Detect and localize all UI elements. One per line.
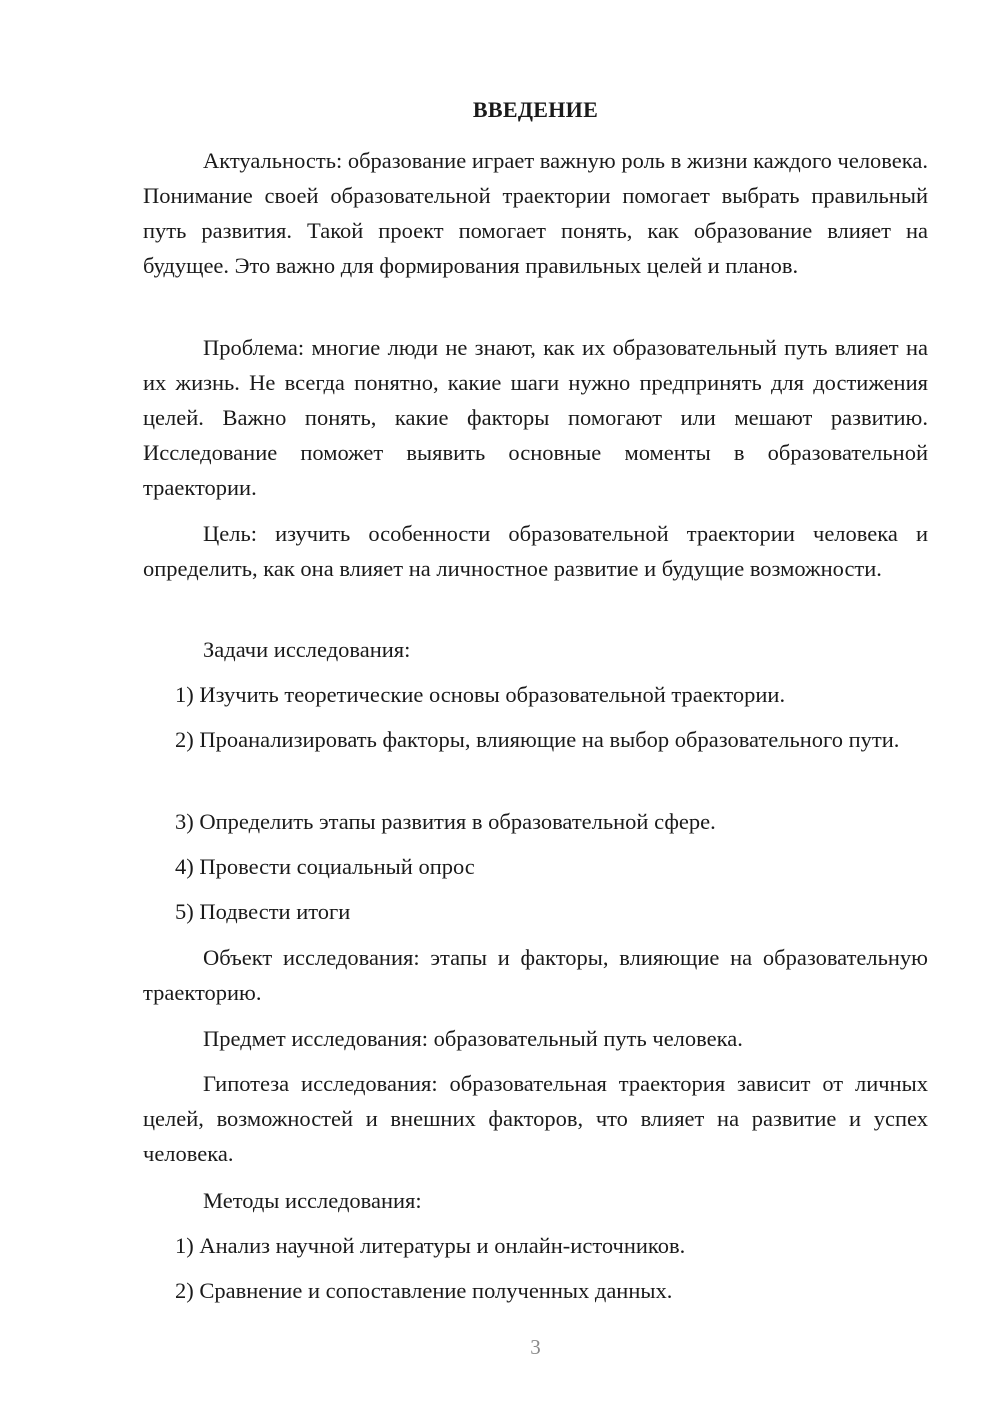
method-item: 2) Сравнение и сопоставление полученных данных. — [175, 1278, 673, 1303]
task-item: 4) Провести социальный опрос — [175, 854, 475, 879]
task-item: 5) Подвести итоги — [175, 899, 351, 924]
tasks-heading: Задачи исследования: — [203, 637, 411, 662]
methods-heading: Методы исследования: — [203, 1188, 422, 1213]
subject-paragraph: Предмет исследования: образовательный путь человека. — [203, 1026, 743, 1051]
page-number: 3 — [530, 1335, 541, 1359]
task-item: 1) Изучить теоретические основы образовательной траектории. — [175, 682, 786, 707]
task-item: 3) Определить этапы развития в образовательной сфере. — [175, 809, 716, 834]
relevance-paragraph: Актуальность: образование играет важную роль в жизни каждого человека. Понимание своей образовательной траектории помогает выбрать правильный путь развития. Такой проект помогает понять, как образование влияет на будущее. Это важно для формирования правильных целей и планов. — [143, 148, 928, 278]
object-paragraph: Объект исследования: этапы и факторы, влияющие на образовательную траекторию. — [143, 945, 928, 1005]
task-item: 2) Проанализировать факторы, влияющие на выбор образовательного пути. — [175, 727, 900, 752]
method-item: 1) Анализ научной литературы и онлайн-источников. — [175, 1233, 686, 1258]
goal-paragraph: Цель: изучить особенности образовательной траектории человека и определить, как она влияет на личностное развитие и будущие возможности. — [143, 521, 928, 581]
hypothesis-paragraph: Гипотеза исследования: образовательная траектория зависит от личных целей, возможностей и внешних факторов, что влияет на развитие и успех человека. — [143, 1071, 928, 1166]
page-title: ВВЕДЕНИЕ — [472, 97, 599, 122]
problem-paragraph: Проблема: многие люди не знают, как их образовательный путь влияет на их жизнь. Не всегда понятно, какие шаги нужно предпринять для достижения целей. Важно понять, какие факторы помогают или мешают развитию. Исследование поможет выявить основные моменты в образовательной траектории. — [143, 335, 928, 500]
